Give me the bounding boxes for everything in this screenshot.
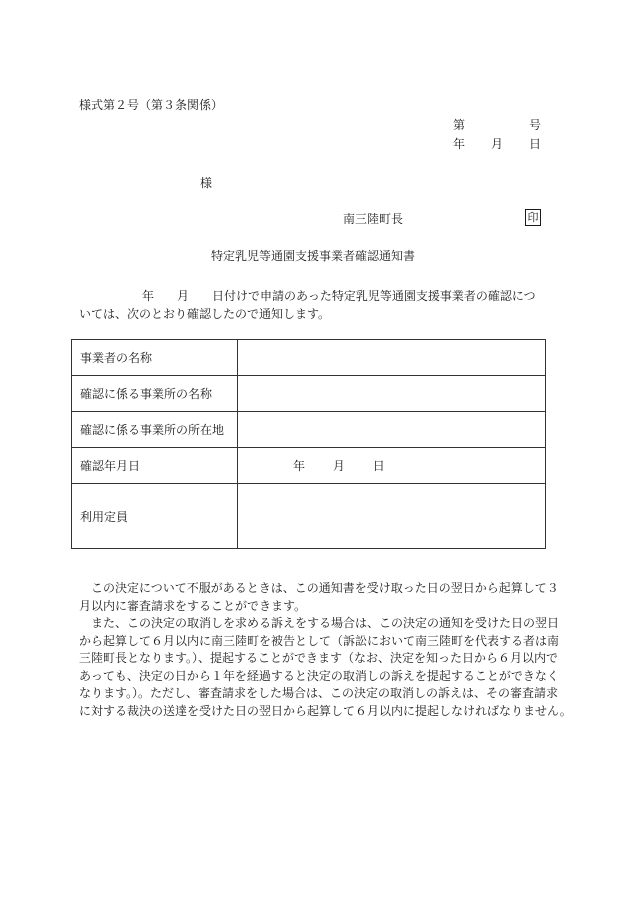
intro-month: 月 [177, 289, 190, 303]
intro-line1: 日付けで申請のあった特定乳児等通園支援事業者の確認につ [212, 289, 536, 303]
note-line: この決定について不服があるときは、この通知書を受け取った日の翌日から起算して３ [79, 581, 559, 595]
issue-date-day: 日 [529, 137, 542, 151]
table-row [72, 412, 546, 448]
intro-line2: いては、次のとおり確認したので通知します。 [79, 307, 331, 321]
row-value-facility-address [238, 412, 546, 448]
confirmation-date-day: 日 [372, 459, 385, 473]
addressee-honorific: 様 [200, 176, 213, 190]
row-label-capacity: 利用定員 [72, 484, 238, 549]
row-label-business-name: 事業者の名称 [72, 340, 238, 376]
confirmation-date-month: 月 [332, 459, 345, 473]
issue-date-year: 年 [453, 137, 466, 151]
document-title: 特定乳児等通園支援事業者確認通知書 [211, 249, 416, 263]
row-label-confirmation-date: 確認年月日 [72, 448, 238, 484]
intro-year: 年 [142, 289, 155, 303]
table-row [72, 448, 546, 484]
seal-mark: 印 [525, 209, 541, 226]
note-line: から起算して６月以内に南三陸町を被告として（訴訟において南三陸町を代表する者は南 [79, 633, 560, 648]
table-row [72, 484, 546, 549]
confirmation-date-year: 年 [293, 459, 306, 473]
row-value-confirmation-date [238, 448, 546, 484]
doc-number-suffix: 号 [529, 118, 542, 132]
form-number: 様式第２号（第３条関係） [79, 98, 224, 112]
note-line: 月以内に審査請求をすることができます。 [79, 598, 307, 613]
note-line: また、この決定の取消しを求める訴えをする場合は、この決定の通知を受けた日の翌日 [79, 616, 560, 630]
issue-date-month: 月 [491, 137, 504, 151]
issuer-title: 南三陸町長 [343, 212, 404, 226]
note-line: 三陸町長となります。）、提起することができます（なお、決定を知った日から６月以内で [79, 651, 559, 665]
doc-number-prefix: 第 [453, 118, 466, 132]
row-value-facility-name [238, 376, 546, 412]
row-label-facility-name: 確認に係る事業所の名称 [72, 376, 238, 412]
row-value-business-name [238, 340, 546, 376]
row-value-capacity [238, 484, 546, 549]
table-row [72, 376, 546, 412]
note-line: に対する裁決の送達を受けた日の翌日から起算して６月以内に提起しなければなりません。 [79, 703, 572, 718]
confirmation-table [71, 339, 546, 549]
note-line: あっても、決定の日から１年を経過すると決定の取消しの訴えを提起することができなく [79, 668, 559, 683]
note-line: なります。）。ただし、審査請求をした場合は、この決定の取消しの訴えは、その審査請求 [79, 686, 559, 700]
table-row [72, 340, 546, 376]
row-label-facility-address: 確認に係る事業所の所在地 [72, 412, 238, 448]
